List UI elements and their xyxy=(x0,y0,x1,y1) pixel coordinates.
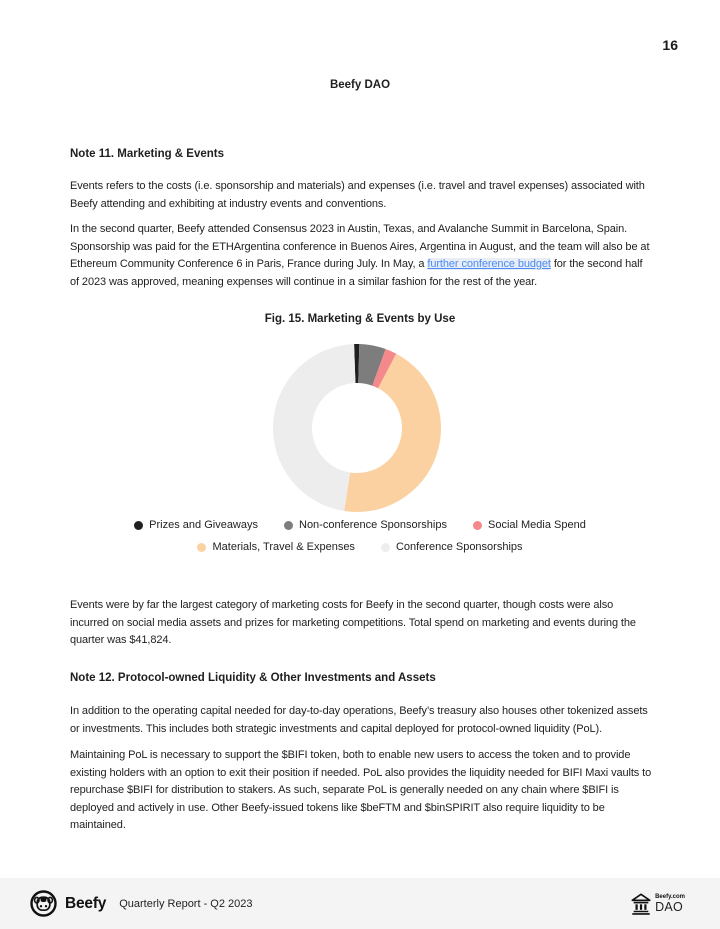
legend-label: Non-conference Sponsorships xyxy=(299,519,447,531)
legend-label: Prizes and Giveaways xyxy=(149,519,258,531)
legend-item xyxy=(284,519,447,531)
note12-paragraph-2: Maintaining PoL is necessary to support the $BIFI token, both to enable new users to access the token and to provide existing holders with an option to exit their position if needed. PoL also provides the liquidity needed for BIFI Maxi vaults to repurchase $BIFI for distribution to stakers. As such, separate PoL is generally needed on any chain where $BIFI is deployed and actively in use. Other Beefy-issued tokens like $beFTM and $binSPIRIT also require liquidity to be maintained. xyxy=(70,749,652,831)
paragraph-text: for the second half of 2023 was approved, meaning expenses will continue in a similar fashion for the rest of the year. xyxy=(70,258,643,288)
footer-dao-group xyxy=(630,892,685,915)
legend-row xyxy=(197,541,522,553)
note11-paragraph-2 xyxy=(70,221,652,291)
donut-chart xyxy=(272,343,442,513)
footer-brand-group xyxy=(30,890,253,917)
chart-legend xyxy=(0,519,720,553)
legend-item xyxy=(197,541,354,553)
footer-beefy-com-label: Beefy.com xyxy=(655,893,685,900)
note11-paragraph-1: Events refers to the costs (i.e. sponsorship and materials) and expenses (i.e. travel and travel expenses) associated with Beefy attending and exhibiting at industry events and conventions. xyxy=(70,180,645,210)
legend-label: Conference Sponsorships xyxy=(395,541,523,553)
page-number: 16 xyxy=(662,37,678,53)
legend-item xyxy=(381,541,523,553)
legend-label: Social Media Spend xyxy=(487,519,586,531)
footer-report-label: Quarterly Report - Q2 2023 xyxy=(119,897,253,910)
note12-heading: Note 12. Protocol-owned Liquidity & Other Investments and Assets xyxy=(70,672,436,684)
further-conference-budget-link[interactable]: further conference budget xyxy=(427,258,551,270)
footer-brand-name: Beefy xyxy=(65,894,107,912)
footer-dao-text xyxy=(655,894,685,914)
figure-title: Fig. 15. Marketing & Events by Use xyxy=(264,313,456,325)
legend-dot-icon xyxy=(197,543,206,552)
note12-paragraph-1: In addition to the operating capital needed for day-to-day operations, Beefy’s treasury also houses other tokenized assets or investments. This includes both strategic investments and capital deployed for protocol-owned liquidity (PoL). xyxy=(70,705,648,735)
dao-bank-icon xyxy=(630,892,652,915)
chart-segment xyxy=(273,344,355,511)
legend-dot-icon xyxy=(284,521,293,530)
beefy-cow-logo-icon xyxy=(30,890,57,917)
legend-label: Materials, Travel & Expenses xyxy=(212,541,355,553)
legend-dot-icon xyxy=(473,521,482,530)
legend-dot-icon xyxy=(381,543,390,552)
after-chart-paragraph: Events were by far the largest category of marketing costs for Beefy in the second quarter, though costs were also incurred on social media assets and prizes for marketing competitions. Total spend on marketing and events during the quarter was $41,824. xyxy=(70,599,636,646)
legend-item xyxy=(473,519,586,531)
legend-row xyxy=(134,519,586,531)
note11-heading: Note 11. Marketing & Events xyxy=(70,148,225,160)
paragraph-text: In the second quarter, Beefy attended Consensus 2023 in Austin, Texas, and Avalanche Summit in Barcelona, Spain. Sponsorship was paid for the ETHArgentina conference in Buenos Aires, Argentina in August, and the team will also be at Ethereum Community Conference 6 in Paris, France during July. In May, a xyxy=(70,223,650,270)
legend-dot-icon xyxy=(134,521,143,530)
footer-dao-label: DAO xyxy=(655,899,684,914)
page-footer xyxy=(0,878,720,929)
document-header-title: Beefy DAO xyxy=(329,79,391,91)
legend-item xyxy=(134,519,258,531)
